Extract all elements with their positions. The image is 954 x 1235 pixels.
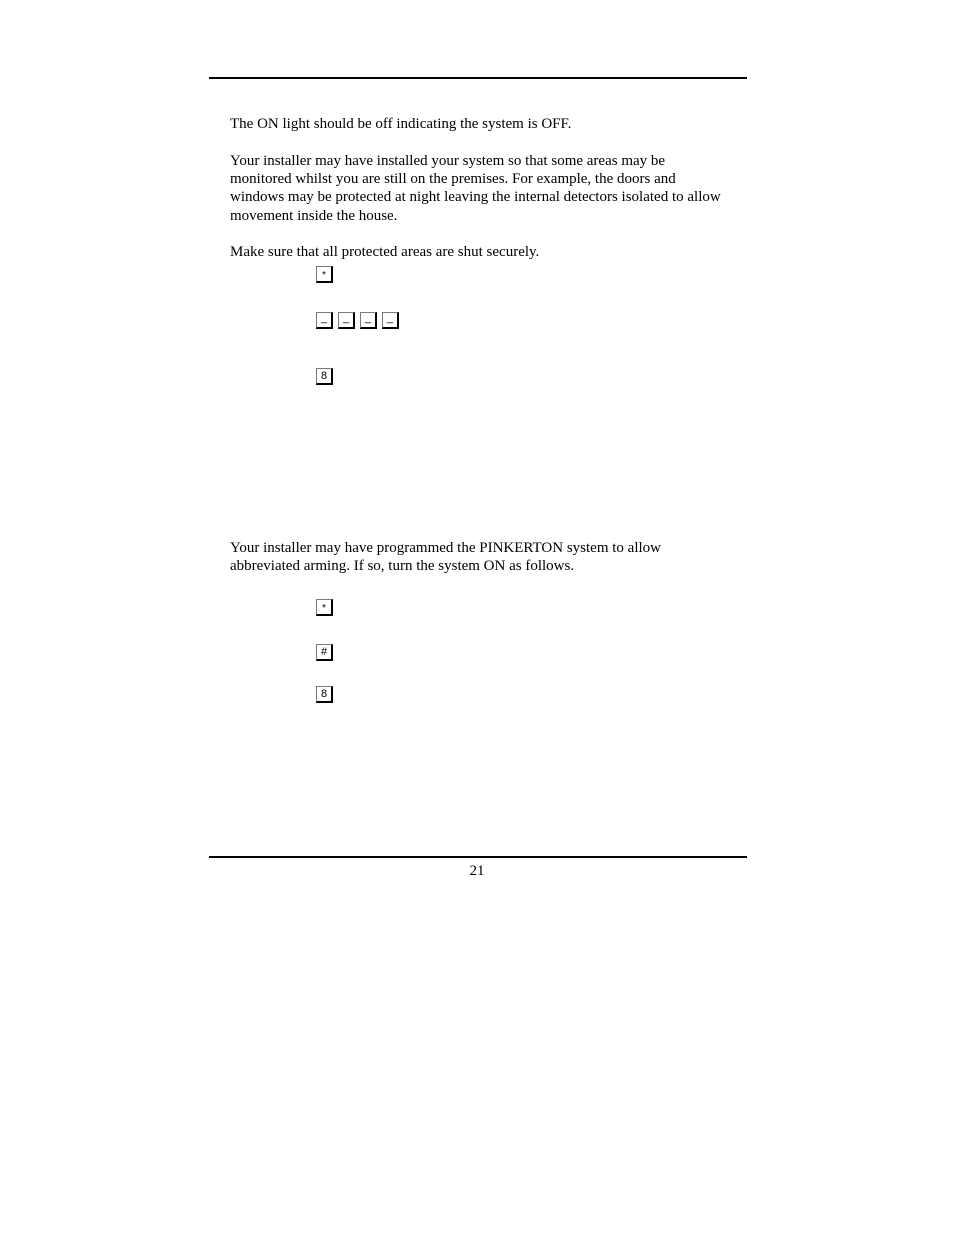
code-digit-key: _: [316, 312, 333, 329]
instruction-on-light: The ON light should be off indicating the system is OFF.: [230, 116, 572, 132]
header-rule: [209, 77, 747, 79]
keypad-star-key: *: [316, 599, 333, 616]
instruction-abbreviated-arming: Your installer may have programmed the PINKERTON system to allow abbreviated arming. If so, turn the system ON as follows.: [230, 540, 661, 575]
page-number: 21: [469, 863, 485, 879]
instruction-installer-areas: Your installer may have installed your system so that some areas may be monitored whilst you are still on the premises. For example, the doors and windows may be protected at night leaving the internal detectors isolated to allow movement inside the house.: [230, 153, 721, 224]
footer-rule: [209, 856, 747, 858]
keypad-8-key: 8: [316, 686, 333, 703]
keypad-star-key: *: [316, 266, 333, 283]
keypad-8-key: 8: [316, 368, 333, 385]
code-digit-key: _: [382, 312, 399, 329]
code-digit-key: _: [338, 312, 355, 329]
instruction-secure-areas: Make sure that all protected areas are shut securely.: [230, 244, 540, 260]
keypad-hash-key: #: [316, 644, 333, 661]
code-digit-key: _: [360, 312, 377, 329]
